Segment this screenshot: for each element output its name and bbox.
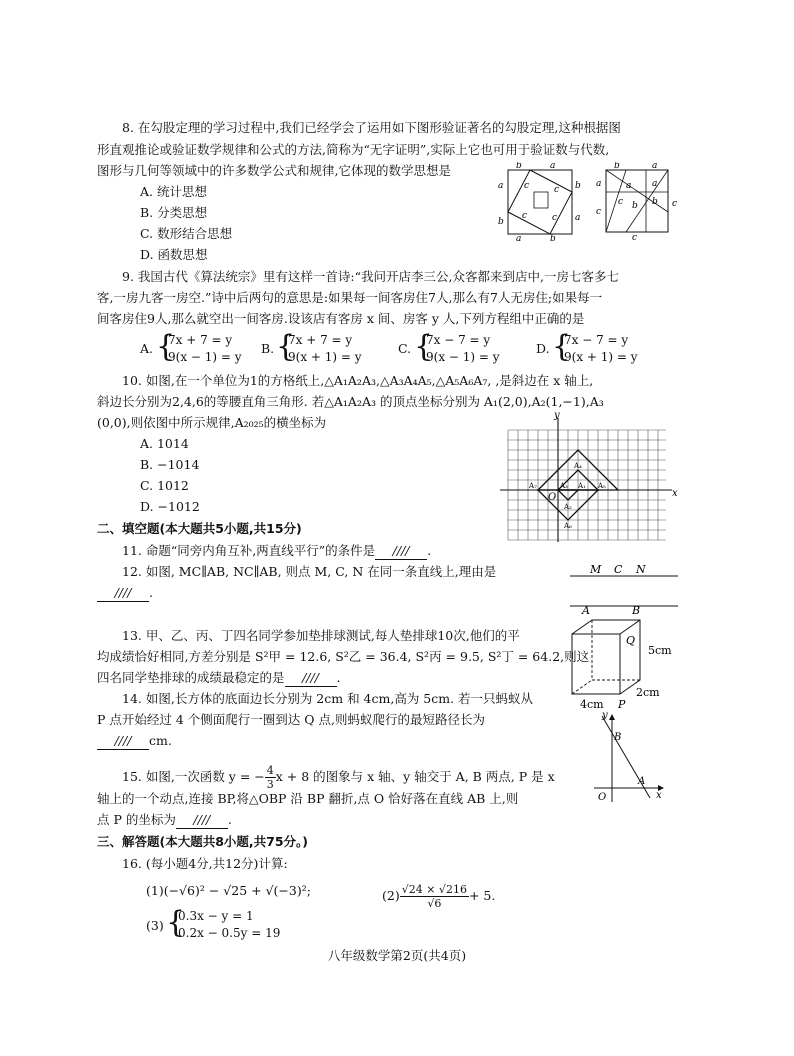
q16-part-3-brace: { xyxy=(166,905,186,940)
section-3-heading: 三、解答题(本大题共8小题,共75分。) xyxy=(97,834,309,849)
svg-text:Q: Q xyxy=(626,634,636,647)
q11-line: 11. 命题“同旁内角互补,两直线平行”的条件是 //// . xyxy=(122,543,432,558)
q10-line-1: 10. 如图,在一个单位为1的方格纸上,△A₁A₂A₃,△A₃A₄A₅,△A₅A₆A₇, ,是斜边在 x 轴上, xyxy=(122,373,594,388)
svg-text:O: O xyxy=(598,792,607,803)
q10-grid-figure xyxy=(498,412,682,550)
q9-option-b-letter: B. xyxy=(261,341,275,356)
svg-text:c: c xyxy=(522,211,528,221)
q14-line-1: 14. 如图,长方体的底面边长分别为 2cm 和 4cm,高为 5cm. 若一只蚂蚁从 xyxy=(122,691,534,706)
q9-option-c-system: 7x − 7 = y 9(x − 1) = y xyxy=(426,333,500,364)
svg-text:x: x xyxy=(672,488,678,499)
q15-line-3: 点 P 的坐标为 //// . xyxy=(97,812,232,827)
svg-text:O: O xyxy=(548,492,557,503)
svg-text:a: a xyxy=(575,213,581,223)
q16-part-3-label: (3) xyxy=(146,918,164,933)
svg-text:A: A xyxy=(638,776,646,787)
q16-part-2: (2) $\frac{√24 \times √216}{√6}$ + 5. xyxy=(382,883,496,910)
page-footer: 八年级数学第2页(共4页) xyxy=(327,948,467,963)
svg-text:5cm: 5cm xyxy=(648,644,672,657)
q9-line-3: 间客房住9人,那么就空出一间客房.设该店有客房 x 间、房客 y 人,下列方程组中正确的是 xyxy=(97,311,585,326)
svg-text:4cm: 4cm xyxy=(580,698,604,711)
svg-text:a: a xyxy=(652,162,658,171)
svg-text:c: c xyxy=(672,199,678,209)
q12-answer-blank[interactable]: //// xyxy=(97,585,149,602)
q8-line-2: 形直观推论或验证数学规律和公式的方法,简称为“无字证明”,实际上它也可用于验证数与代数, xyxy=(97,142,610,157)
svg-text:b: b xyxy=(550,234,556,242)
svg-text:c: c xyxy=(596,207,602,217)
q15-line-2: 轴上的一个动点,连接 BP,将△OBP 沿 BP 翻折,点 O 恰好落在直线 AB 上,则 xyxy=(97,791,519,806)
q15-fraction: $\frac{4}{3}$ xyxy=(266,764,274,791)
q10-line-3: (0,0),则依图中所示规律,A₂₀₂₅的横坐标为 xyxy=(97,415,327,430)
svg-text:b: b xyxy=(575,181,581,191)
q14-answer-blank[interactable]: //// xyxy=(97,733,149,750)
svg-text:a: a xyxy=(596,179,602,189)
svg-text:c: c xyxy=(524,181,530,191)
svg-text:a: a xyxy=(516,234,522,242)
svg-text:B: B xyxy=(632,604,641,617)
svg-text:y: y xyxy=(602,710,608,721)
q11-answer-blank[interactable]: //// xyxy=(375,543,427,560)
q10-option-b: B. −1014 xyxy=(140,457,200,472)
q9-option-b-brace: { xyxy=(276,329,296,364)
q12-line-2: //// . xyxy=(97,585,153,602)
svg-text:A₇: A₇ xyxy=(529,482,537,490)
q10-option-c: C. 1012 xyxy=(140,478,189,493)
q15-answer-blank[interactable]: //// xyxy=(176,812,228,829)
svg-text:c: c xyxy=(618,197,624,207)
section-2-heading: 二、填空题(本大题共5小题,共15分) xyxy=(97,521,302,536)
q13-line-3: 四名同学垫排球的成绩最稳定的是 //// . xyxy=(97,670,341,685)
fig1-label-b-top: b xyxy=(516,162,522,171)
q8-line-3: 图形与几何等领域中的许多数学公式和规律,它体现的数学思想是 xyxy=(97,163,451,178)
q12-line-1: 12. 如图, MC∥AB, NC∥AB, 则点 M, C, N 在同一条直线上,理由是 xyxy=(122,564,497,579)
svg-text:C: C xyxy=(614,563,623,576)
svg-text:b: b xyxy=(614,162,620,171)
q9-option-c-letter: C. xyxy=(398,341,412,356)
svg-text:y: y xyxy=(554,412,560,421)
svg-text:b: b xyxy=(498,217,504,227)
svg-text:A₁: A₁ xyxy=(578,482,586,490)
svg-text:M: M xyxy=(590,563,602,576)
svg-text:x: x xyxy=(656,790,662,801)
svg-text:A₂: A₂ xyxy=(564,503,572,511)
q14-cuboid-figure xyxy=(566,600,686,712)
q8-option-c: C. 数形结合思想 xyxy=(140,226,233,241)
q10-line-2: 斜边长分别为2,4,6的等腰直角三角形. 若△A₁A₂A₃ 的顶点坐标分别为 A₁(2,0),A₂(1,−1),A₃ xyxy=(97,394,604,409)
q13-answer-blank[interactable]: //// xyxy=(285,670,337,687)
pythagoras-figure-2 xyxy=(596,162,678,242)
q16-part-1: (1)(−√6)² − √25 + √(−3)²; xyxy=(146,883,311,898)
q15-line-1: 15. 如图,一次函数 y = − $\frac{4}{3}$ x + 8 的图象与 x 轴、y 轴交于 A, B 两点, P 是 x xyxy=(122,764,555,791)
q13-line-2: 均成绩恰好相同,方差分别是 S²甲 = 12.6, S²乙 = 36.4, S²丙 = 9.5, S²丁 = 64.2,则这 xyxy=(97,649,590,664)
svg-text:A₆: A₆ xyxy=(564,522,572,530)
svg-text:2cm: 2cm xyxy=(636,686,660,699)
q9-line-2: 客,一房九客一房空.”诗中后两句的意思是:如果每一间客房住7人,那么有7人无房住;如果每一 xyxy=(97,290,603,305)
q13-line-1: 13. 甲、乙、丙、丁四名同学参加垫排球测试,每人垫排球10次,他们的平 xyxy=(122,628,520,643)
svg-text:A: A xyxy=(582,604,590,617)
svg-text:c: c xyxy=(552,213,558,223)
svg-text:P: P xyxy=(618,698,626,711)
fig1-label-a-top: a xyxy=(550,162,556,171)
svg-text:A₅: A₅ xyxy=(598,482,606,490)
q8-option-a: A. 统计思想 xyxy=(140,184,207,199)
q9-option-c-brace: { xyxy=(414,329,434,364)
svg-text:B: B xyxy=(614,732,622,743)
svg-text:a: a xyxy=(498,181,504,191)
svg-text:A₄: A₄ xyxy=(574,462,582,470)
q14-line-2: P 点开始经过 4 个侧面爬行一圈到达 Q 点,则蚂蚁爬行的最短路径长为 xyxy=(97,712,485,727)
svg-text:A₃: A₃ xyxy=(560,482,568,490)
q8-option-b: B. 分类思想 xyxy=(140,205,208,220)
pythagoras-figure-1 xyxy=(498,162,582,242)
svg-text:a: a xyxy=(626,181,632,191)
q15-graph-figure xyxy=(588,710,668,806)
svg-text:c: c xyxy=(554,185,560,195)
q10-option-d: D. −1012 xyxy=(140,499,200,514)
q14-line-3: //// cm. xyxy=(97,733,172,750)
q10-option-a: A. 1014 xyxy=(140,436,189,451)
q9-line-1: 9. 我国古代《算法统宗》里有这样一首诗:“我问开店李三公,众客都来到店中,一房七客多七 xyxy=(122,269,619,284)
svg-text:N: N xyxy=(636,563,646,576)
q8-line-1: 8. 在勾股定理的学习过程中,我们已经学会了运用如下图形验证著名的勾股定理,这种根据图 xyxy=(122,120,621,135)
q16-part-3-system: 0.3x − y = 1 0.2x − 0.5y = 19 xyxy=(178,909,281,940)
q9-option-a-system: 7x + 7 = y 9(x − 1) = y xyxy=(168,333,242,364)
q9-option-d-system: 7x − 7 = y 9(x + 1) = y xyxy=(564,333,638,364)
q9-option-a-brace: { xyxy=(156,329,176,364)
svg-text:a: a xyxy=(652,179,658,189)
q9-option-d-brace: { xyxy=(552,329,572,364)
q9-option-b-system: 7x + 7 = y 9(x + 1) = y xyxy=(288,333,362,364)
q8-option-d: D. 函数思想 xyxy=(140,247,208,262)
svg-text:c: c xyxy=(632,233,638,242)
svg-text:b: b xyxy=(652,197,658,207)
q16-heading: 16. (每小题4分,共12分)计算: xyxy=(122,856,288,871)
q9-option-a-letter: A. xyxy=(140,341,154,356)
svg-text:b: b xyxy=(632,201,638,211)
q9-option-d-letter: D. xyxy=(536,341,550,356)
